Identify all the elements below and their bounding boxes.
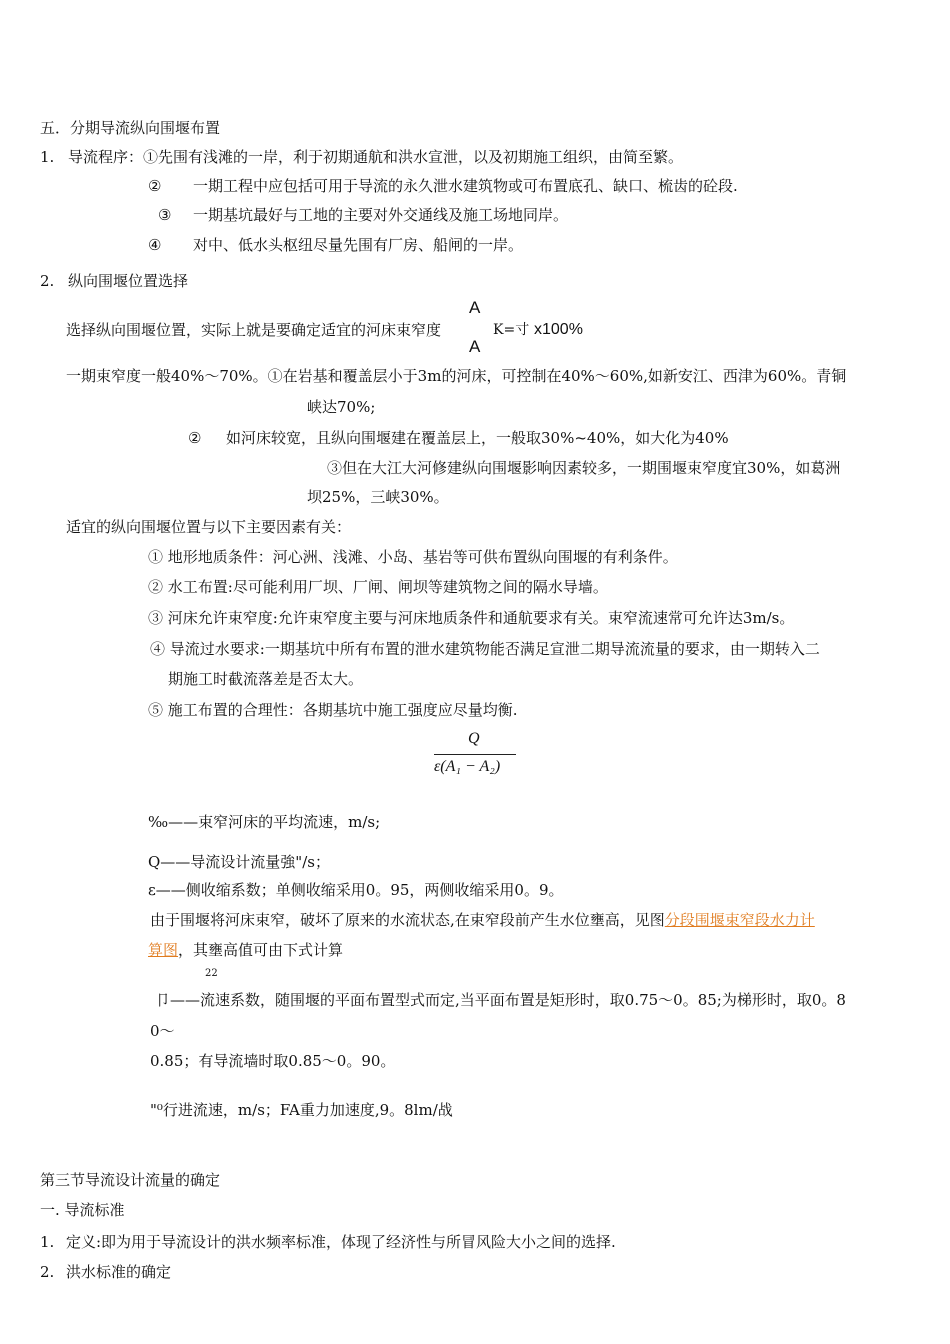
fraction-bar bbox=[434, 754, 516, 755]
factor-5: ⑤ 施工布置的合理性：各期基坑中施工强度应尽量均衡. bbox=[148, 701, 518, 719]
fraction-numerator: A bbox=[469, 298, 481, 317]
procedure-item-3: 一期基坑最好与工地的主要对外交通线及施工场地同岸。 bbox=[193, 206, 569, 224]
formula-percent: x100% bbox=[534, 321, 583, 338]
list-number: 2. bbox=[40, 272, 55, 290]
figure-link-continued[interactable]: 算图 bbox=[148, 941, 179, 959]
list-number: 1. bbox=[40, 148, 55, 166]
factor-3: ③ 河床允许束窄度:允许束窄度主要与河床地质条件和通航要求有关。束窄流速常可允许达3m/s。 bbox=[148, 609, 795, 627]
ratio-item-3-line-2: 坝25%，三峡30%。 bbox=[307, 488, 449, 506]
list-number: 2. bbox=[40, 1263, 55, 1281]
definition-contraction: ε——侧收缩系数；单侧收缩采用0。95，两侧收缩采用0。9。 bbox=[148, 881, 564, 899]
backwater-line-2 bbox=[148, 940, 343, 960]
factor-4-line-1: ④ 导流过水要求:一期基坑中所有布置的泄水建筑物能否满足宣泄二期导流流量的要求，由一期转入二 bbox=[150, 640, 820, 658]
equation bbox=[430, 730, 520, 784]
fraction-denominator: A bbox=[469, 337, 481, 356]
list-mark: ③ bbox=[158, 206, 172, 224]
backwater-text-2: ，其壅高值可由下式计算 bbox=[178, 941, 344, 959]
diversion-procedure-text: 导流程序：①先围有浅滩的一岸，利于初期通航和洪水宣泄，以及初期施工组织，由简至繁。 bbox=[68, 148, 684, 166]
subsection-diversion-standard: 一. 导流标准 bbox=[40, 1201, 125, 1219]
backwater-text: 由于围堰将河床束窄，破坏了原来的水流状态,在束窄段前产生水位壅高，见图 bbox=[150, 911, 665, 929]
section-5-title: 五．分期导流纵向围堰布置 bbox=[40, 119, 221, 137]
factor-2: ② 水工布置:尽可能利用厂坝、厂闸、闸坝等建筑物之间的隔水导墙。 bbox=[148, 578, 608, 596]
factor-1: ① 地形地质条件：河心洲、浅滩、小岛、基岩等可供布置纵向围堰的有利条件。 bbox=[148, 548, 678, 566]
list-mark: ② bbox=[148, 177, 162, 195]
ratio-item-3-line-1: ③但在大江大河修建纵向围堰影响因素较多，一期围堰束窄度宜30%，如葛洲 bbox=[327, 459, 841, 477]
equation-numerator: Q bbox=[468, 730, 480, 747]
approach-velocity-definition: "⁰行进流速，m/s；FA重力加速度,9。8lm/战 bbox=[150, 1101, 453, 1119]
definition-item: 定义:即为用于导流设计的洪水频率标准，体现了经济性与所冒风险大小之间的选择. bbox=[66, 1233, 616, 1251]
phi-definition-line-2: 0〜 bbox=[150, 1022, 175, 1040]
list-mark: ② bbox=[188, 429, 202, 447]
ratio-item-2: 如河床较宽，且纵向围堰建在覆盖层上，一般取30%~40%，如大化为40% bbox=[226, 429, 729, 447]
flood-standard-item: 洪水标准的确定 bbox=[66, 1263, 172, 1281]
list-number: 1. bbox=[40, 1233, 55, 1251]
factors-intro: 适宜的纵向围堰位置与以下主要因素有关： bbox=[66, 518, 352, 536]
position-selection-heading: 纵向围堰位置选择 bbox=[68, 272, 189, 290]
list-mark: ④ bbox=[148, 236, 162, 254]
procedure-item-2: 一期工程中应包括可用于导流的永久泄水建筑物或可布置底孔、缺口、梳齿的砼段. bbox=[193, 177, 738, 195]
ratio-line-1: 一期束窄度一般40%〜70%。①在岩基和覆盖层小于3m的河床，可控制在40%〜60%,如新安江、西津为60%。青铜 bbox=[66, 367, 847, 385]
formula-k: K=寸 bbox=[493, 322, 530, 338]
equation-denominator: ε(A₁ − A₂) bbox=[434, 758, 501, 775]
select-position-text: 选择纵向围堰位置，实际上就是要确定适宜的河床束窄度 bbox=[66, 321, 442, 339]
section-3-title: 第三节导流设计流量的确定 bbox=[40, 1171, 221, 1189]
phi-definition-line-3: 0.85；有导流墙时取0.85〜0。90。 bbox=[150, 1052, 396, 1070]
backwater-line-1 bbox=[150, 910, 815, 930]
definition-discharge: Q——导流设计流量強"/s； bbox=[148, 853, 330, 871]
procedure-item-4: 对中、低水头枢纽尽量先围有厂房、船闸的一岸。 bbox=[193, 236, 524, 254]
definition-velocity: ‰——束窄河床的平均流速，m/s; bbox=[148, 813, 381, 831]
figure-link[interactable]: 分段围堰束窄段水力计 bbox=[664, 911, 815, 929]
superscript-22: 22 bbox=[205, 968, 218, 979]
ratio-line-2: 峡达70%; bbox=[307, 398, 376, 416]
phi-definition-line-1: 卩——流速系数，随围堰的平面布置型式而定,当平面布置是矩形时，取0.75〜0。85;为梯形时，取0。8 bbox=[155, 991, 846, 1009]
factor-4-line-2: 期施工时截流落差是否太大。 bbox=[168, 670, 364, 688]
